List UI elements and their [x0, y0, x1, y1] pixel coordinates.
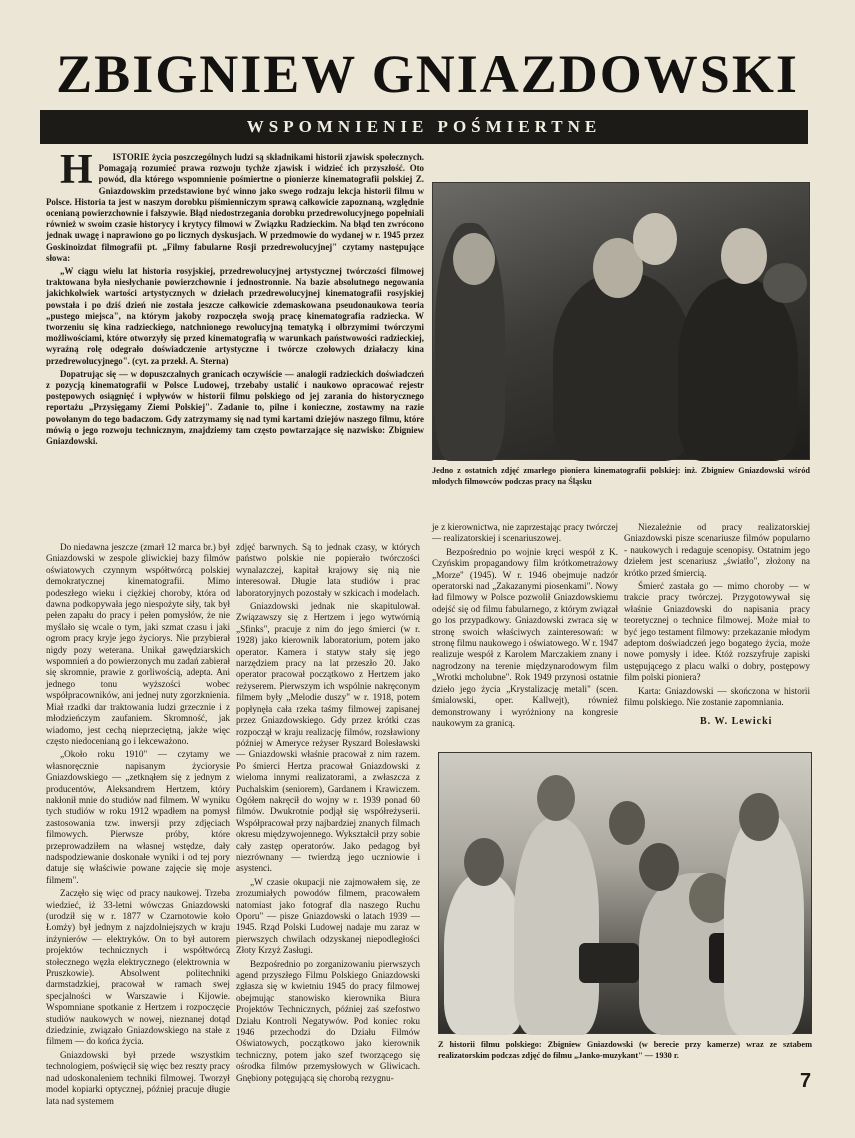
intro-paragraph-3: Dopatrując się — w dopuszczalnych granicach oczywiście — analogii radzieckich doświadczeń z pozycją kinematografii w Polsce Ludowej, trzebaby ustalić i naukowo opracować rejestr postępowych osiągnięć i wpływów w historii filmu polskiego od jej zarania do historycznego reportażu „Przysięgamy Ziemi Polskiej". Zadanie to, pilne i konieczne, zostawmy na razie powołanym do tego badaczom. Gdy zatrzymamy się nad tymi kartami dziejów naszego filmu, które mówią o jego rozwoju technicznym, znajdziemy tam często powtarzające się nazwisko: Zbigniew Gniazdowski. — [46, 368, 424, 447]
paragraph: Gniazdowski jednak nie skapitulował. Związawszy się z Hertzem i jego wytwórnią „Sfinks", pracuje z nim do jego śmierci (w r. 1928) jako kierownik laboratorium, potem jako operator. Kamera i statyw stały się jego narzędziem pracy na lat przeszło 20. Jako operator pracował początkowo z Hertzem jako reżyserem. Pierwszym ich wspólnie nakręconym filmem były „Melodie duszy" w r. 1918, potem popłynęła cała rzeka taśmy filmowej zapisanej przez Gniazdowskiego. Gdy przez krótki czas rozpoczął w kraju realizację filmów, rozsławiony później w Ameryce reżyser Ryszard Bolesławski — Gniazdowski właśnie pracował z nim razem. Po śmierci Hertza pracował Gniazdowski z wieloma innymi realizatorami, a zwłaszcza z Puchalskim (seniorem), Gardanem i Krawiczem. Ogółem nakręcił do wojny w r. 1939 ponad 60 filmów. Dwukrotnie podjął się współreżyserii. Współpracował przy najbardziej znanych filmach okresu międzywojennego. Wykształcił przy sobie cały zastęp operatorów. Jako pedagog był niezrównany — twierdzą jego uczniowie i asystenci. — [236, 601, 420, 874]
paragraph: zdjęć barwnych. Są to jednak czasy, w których państwo polskie nie popierało twórczości wynalazczej, kapitał krajowy się nią nie interesował. Długie lata studiów i prac laboratoryjnych pozostały w szkicach i modelach. — [236, 542, 420, 598]
intro-paragraph-1: H ISTORIE życia poszczególnych ludzi są składnikami historii zjawisk społecznych. Pomagają rozumieć prawa rozwoju tychże zjawisk i widzieć ich przyszłość. Oto powód, dla którego wspomnienie pośmiertne o pionierze kinematografii polskiej Z. Gniazdowskim przedstawione być winno jako swego rodzaju lekcja historii filmu w Polsce. Historia ta jest w naszym dorobku piśmienniczym sprawą całkowicie zapoznaną, względnie ocenianą powierzchownie i fałszywie. Błąd niedostrzegania dorobku przedrewolucyjnego popełniali również w swoim czasie historycy i krytycy filmowi w Związku Radzieckim. Na błąd ten zwrócono jednak uwagę i naprawiono go po licznych dyskusjach. W przedmowie do wydanej w r. 1945 przez Goskinoizdat filmografii pt. „Filmy fabularne Rosji przedrewolucyjnej" czytamy następujące słowa: — [46, 147, 424, 263]
photo-caption-1: Jedno z ostatnich zdjęć zmarłego pioniera kinematografii polskiej: inż. Zbigniew Gniazdowski wśród młodych filmowców podczas pracy na Śląsku — [432, 466, 810, 486]
photo-caption-2: Z historii filmu polskiego: Zbigniew Gniazdowski (w berecie przy kamerze) wraz ze sztabem realizatorskim podczas zdjęć do filmu „Janko-muzykant" — 1930 r. — [438, 1040, 812, 1060]
paragraph: Gniazdowski był przede wszystkim technologiem, poświęcił się więc bez reszty pracy nad udoskonaleniem techniki filmowej. Tworzył model kopiarki optycznej, później pracuje długie lata nad systemem — [46, 1049, 230, 1106]
text-column-2 — [236, 542, 420, 1083]
paragraph: „W czasie okupacji nie zajmowałem się, ze zrozumiałych powodów filmem, pracowałem natomiast jako fotograf dla naszego Ruchu Oporu" — pisze Gniazdowski o latach 1939 — 1945. Rząd Polski Ludowej nadaje mu zaraz w pierwszych chwilach odzyskanej niepodległości Złoty Krzyż Zasługi. — [236, 876, 420, 956]
paragraph: Karta: Gniazdowski — skończona w historii filmu polskiego. Nie zostanie zapomniania. — [624, 685, 810, 708]
paragraph: Do niedawna jeszcze (zmarł 12 marca br.) był Gniazdowski w zespole gliwickiej bazy filmów oświatowych czynnym współtwórcą polskiej demokratycznej kinematografii. Mimo podeszłego wieku i ciężkiej choroby, która od dawna podkopywała jego niespożyte siły, tak był pełen zapału do pracy i pełen pomysłów, że nie myślało się wcale o tym, jaki szmat czasu i jaki ogrom pracy kryje jego życiorys. Nie przybierał nigdy pozy weterana. Unikał gawędziarskich wspomnień a do powierzonych mu zadań zabierał się skromnie, prawie z gorliwością, adepta. Ani jednego tonu wyższości wobec współpracowników, ani jednej nuty zgorzknienia. Miał rzadki dar traktowania ludzi grzecznie i z młodzieńczym zaufaniem. Skromność, jak wiadomo, jest cechą nieprzeciętną, jakże więc często niedocenianą go i lekceważono. — [46, 542, 230, 746]
paragraph: Bezpośrednio po wojnie kręci wespół z K. Czyńskim propagandowy film krótkometrażowy „Morze" (1945). W r. 1946 obejmuje nadzór operatorski nad „Zakazanymi piosenkami". Nowy ład filmowy w Polsce pozwolił Gniazdowskiemu odejść się od filmu fabularnego, z którym związał go los przypadkowy. Gniazdowski zwraca się w stronę swoich właściwych zainteresowań: w stronę filmu naukowego i oświatowego. W r. 1947 realizuje wespół z Karolem Marczakiem znany i nagrodzony na terenie międzynarodowym film „Wrotki mcholubne". Rok 1949 przynosi ostatnie dzieło jego życia „Krystalizację metali" (scen. śmialowski, oper. Kallwejt), również demonstrowany i wyróżniony na kongresie naukowym za granicą. — [432, 546, 618, 728]
intro-block — [46, 147, 424, 534]
intro-quote: „W ciągu wielu lat historia rosyjskiej, przedrewolucyjnej artystycznej twórczości filmowej traktowana była niesłychanie powierzchownie i jednostronnie. Na bazie absolutnego negowania jakichkolwiek wartości artystycznych w dziełach przedrewolucyjnej kinematografii rosyjskiej powstała i po dziś dzień nie została jeszcze całkowicie zdemaskowana pseudonaukowa teoria „pustego miejsca", na którym jakoby rozpoczęła swoją pracę kinematografia radziecka. W tworzeniu się kina radzieckiego, natchnionego rewolucyjną tematyką i olbrzymimi twórczymi możliwościami, które otworzyły się przed kinematografią w warunkach państwowości radzieckiej, wyraźną rolę odegrało doświadczenie artystyczne i twórcze czołowych działaczy kina przedrewolucyjnego". (cyt. za przekł. A. Sterna) — [46, 266, 424, 366]
paragraph: Niezależnie od pracy realizatorskiej Gniazdowski pisze scenariusze filmów popularno - naukowych i redaguje scenopisy. Ostatnim jego dziełem jest scenariusz „światło", złożony na krótko przed śmiercią. — [624, 522, 810, 578]
text-column-4 — [624, 522, 810, 732]
drop-cap: H — [60, 147, 93, 193]
paragraph: Bezpośrednio po zorganizowaniu pierwszych agend przyszłego Filmu Polskiego Gniazdowski zgłasza się w kwietniu 1945 do pracy filmowej obejmując stanowisko kierownika Biura Projektów Technicznych, później zaś szefostwo Działu Kontroli Negatywów. Pod koniec roku 1946 przechodzi do Działu Filmów Oświatowych, początkowo jako kierownik techniczny, potem jako szef tworzącego się ośrodka filmów przemysłowych w Gliwicach. Gnębiony potęgującą się chorobą rezygnu- — [236, 958, 420, 1083]
photo-gniazdowski-silesia — [432, 182, 810, 460]
paragraph: Śmierć zastała go — mimo choroby — w trakcie pracy twórczej. Przygotowywał się właśnie Gniazdowski do napisania pracy teoretycznej o technice filmowej. Może miał to być jego testament filmowy: przekazanie młodym adeptom doświadczeń jego bogatego życia, może nowe pomysły i idee. Któż rozszyfruje zapiski ustępującego z placu walki o dobry, postępowy film polski pioniera? — [624, 581, 810, 683]
article-author: B. W. Lewicki — [700, 716, 773, 727]
photo-janko-muzykant-crew — [438, 752, 812, 1034]
text-column-1 — [46, 542, 230, 1106]
paragraph: Zaczęło się więc od pracy naukowej. Trzeba wiedzieć, iż 33-letni wówczas Gniazdowski (urodził się w r. 1877 w Czarnotowie koło Łomży) był jednym z najzdolniejszych w kraju inżynierów — elektryków. On to był autorem projektów technicznych i współtwórcą stołecznego węzła elektrycznego (elektrownia w Pruszkowie). Absolwent politechniki darmstadzkiej, pracował w ramach swej specjalności w Warszawie i Kijowie. Wspomniane spotkanie z Hertzem i rozpoczęcie studiów naukowych w nowej, nieznanej dotąd dziedzinie, związało Gniazdowskiego na stałe z filmem — do końca życia. — [46, 888, 230, 1047]
paragraph: „Około roku 1910" — czytamy we własnoręcznie napisanym życiorysie Gniazdowskiego — „zetknąłem się z jednym z producentów, Aleksandrem Hertzem, który nakłonił mnie do studiów nad filmem. W wyniku tych studiów w roku 1912 wpadłem na pomysł zastosowania tzw. inwersji przy zdjęciach filmowych. Pierwsze próby, które przeprowadziłem na własnej wstędze, dały nadspodziewanie doskonałe wyniki i od tej pory datuje się właściwie powane zajęcie się moje filmem". — [46, 749, 230, 885]
page-number: 7 — [800, 1070, 812, 1092]
paragraph: je z kierownictwa, nie zaprzestając pracy twórczej — realizatorskiej i scenariuszowej. — [432, 522, 618, 544]
article-title: ZBIGNIEW GNIAZDOWSKI — [56, 44, 799, 104]
article-subtitle: WSPOMNIENIE POŚMIERTNE — [40, 110, 808, 144]
text-column-3 — [432, 522, 618, 760]
